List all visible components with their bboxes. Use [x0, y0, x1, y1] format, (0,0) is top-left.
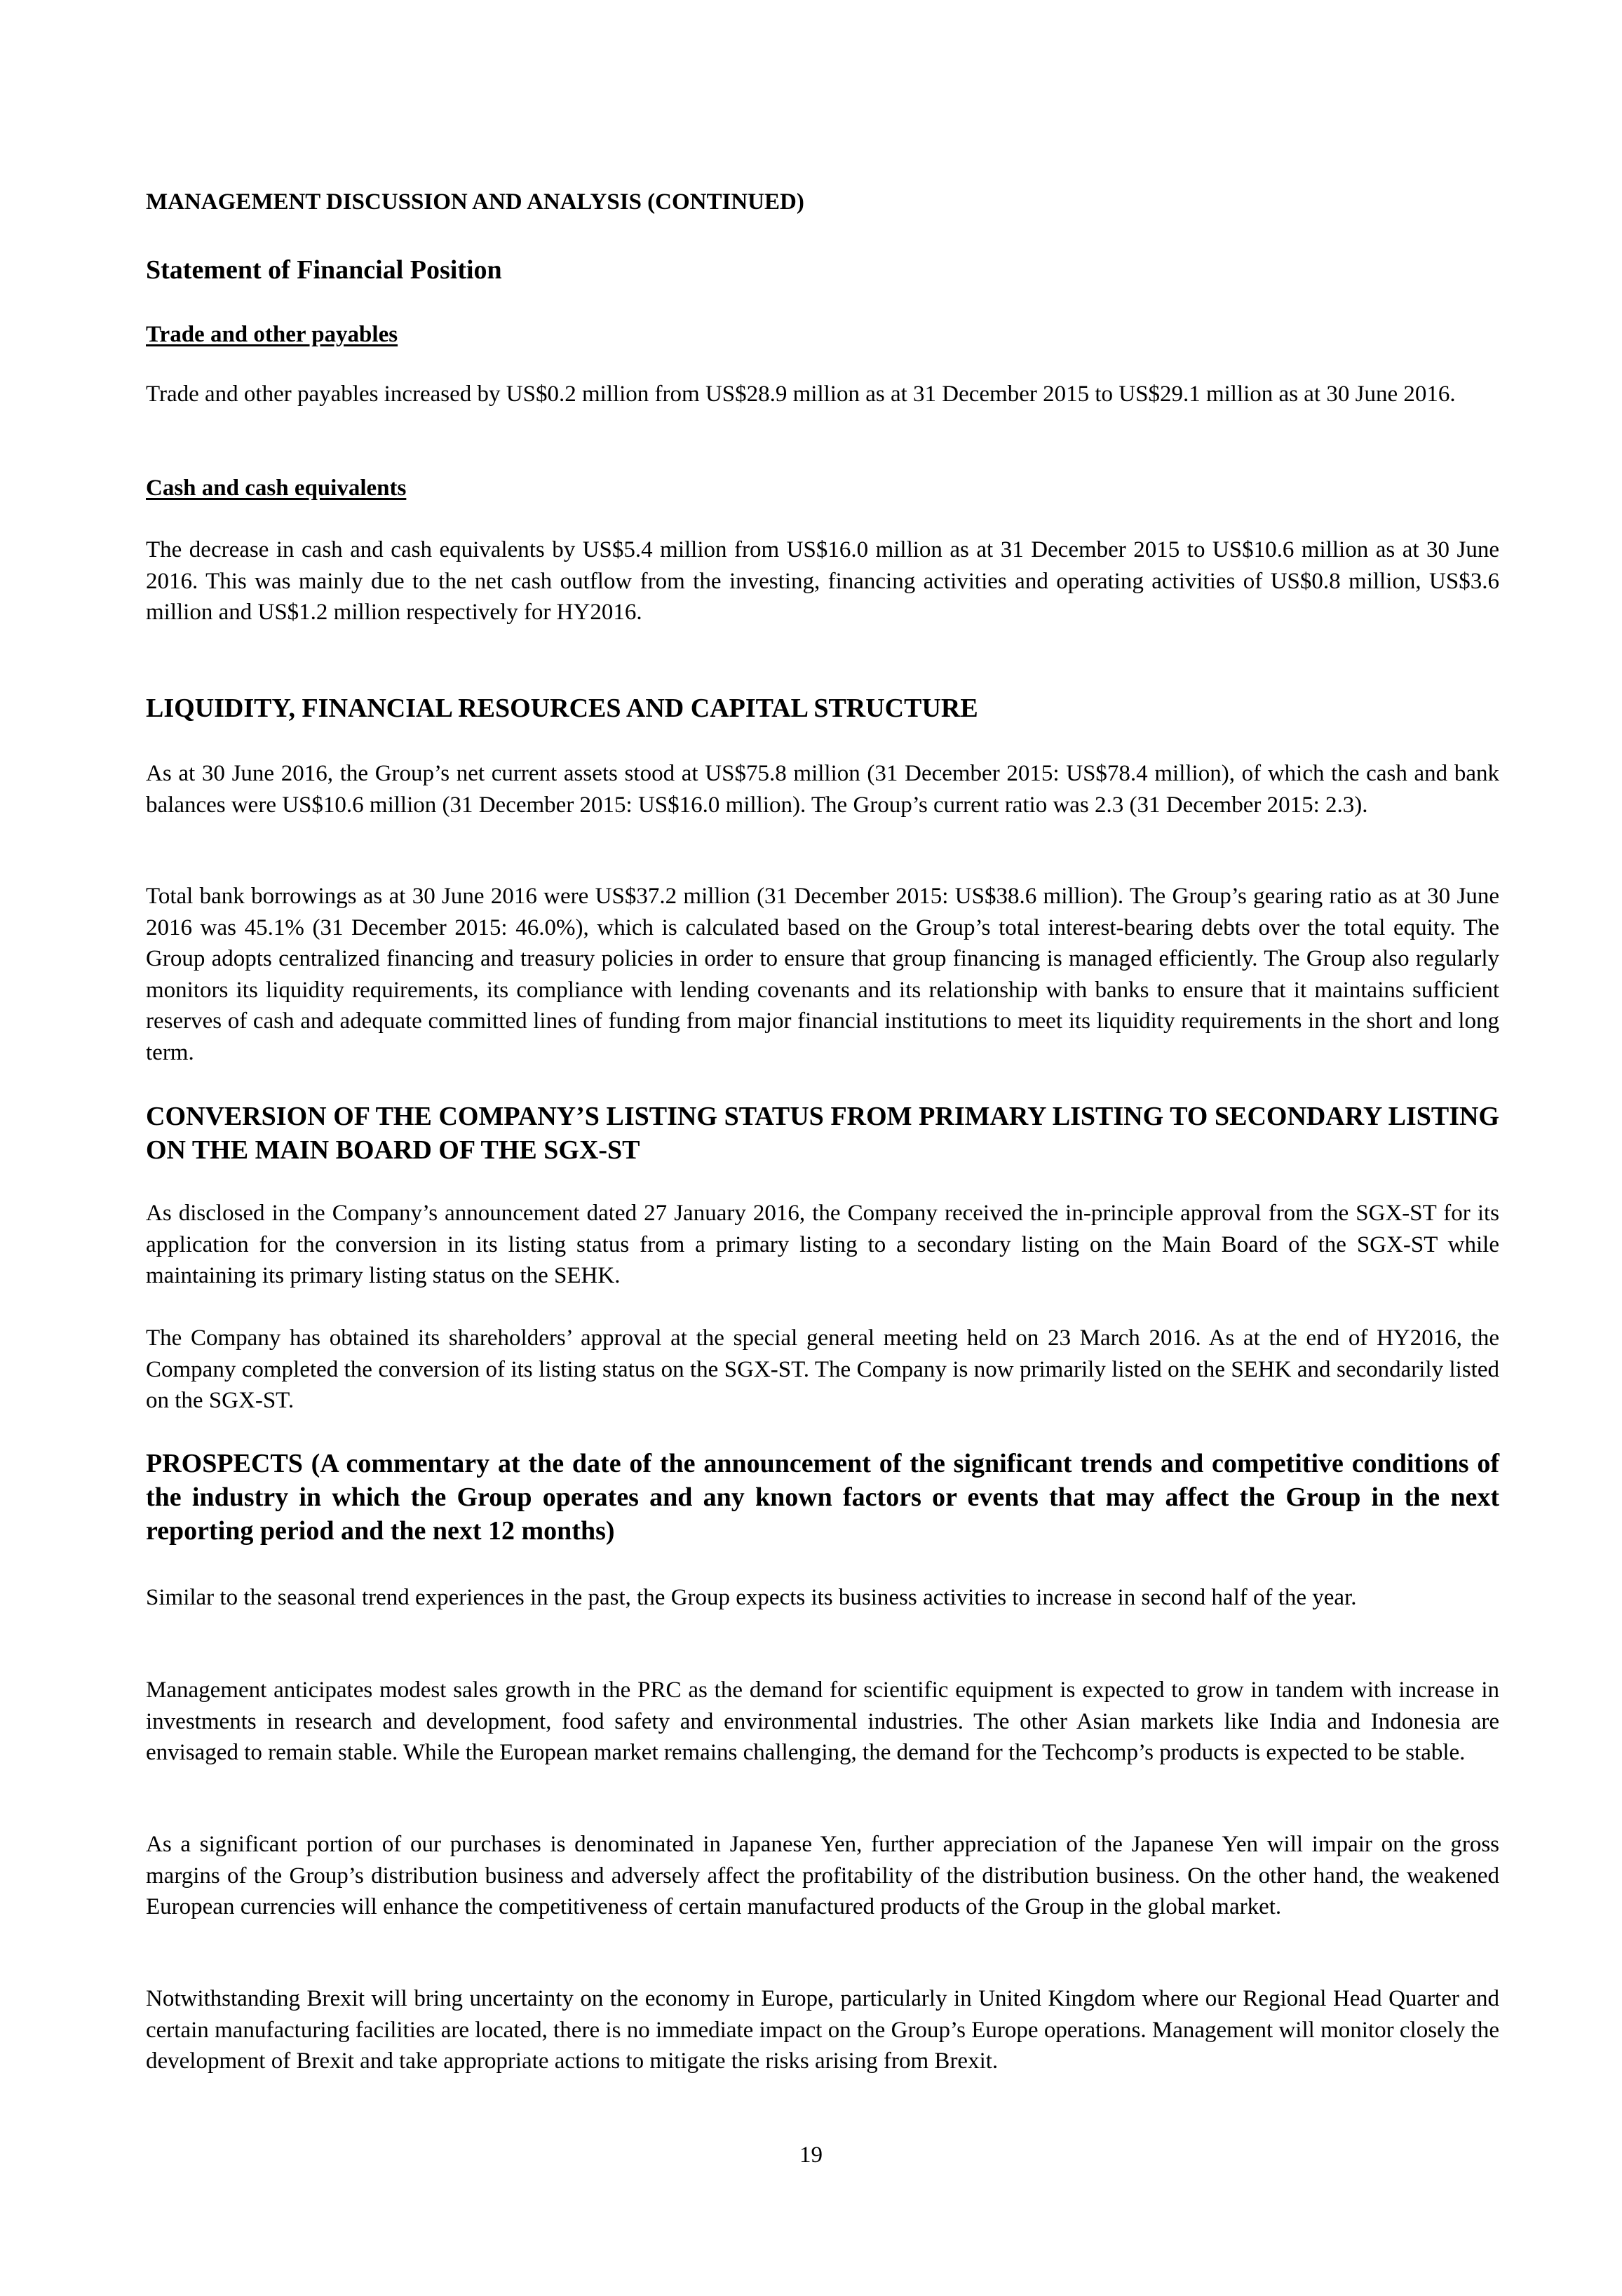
statement-heading: Statement of Financial Position: [146, 255, 502, 285]
conversion-heading: CONVERSION OF THE COMPANY’S LISTING STATUS FROM PRIMARY LISTING TO SECONDARY LISTING ON THE MAIN BOARD OF THE SGX-ST: [146, 1102, 1499, 1165]
prospects-paragraph-3: As a significant portion of our purchases is denominated in Japanese Yen, further appreciation of the Japanese Yen will impair on the gross margins of the Group’s distribution business and adversely affect the profitability of the distribution business. On the other hand, the weakened European currencies will enhance the competitiveness of certain manufactured products of the Group in the global market.: [146, 1832, 1499, 1919]
cash-label: Cash and cash equivalents: [146, 475, 407, 501]
payables-paragraph: Trade and other payables increased by US$0.2 million from US$28.9 million as at 31 December 2015 to US$29.1 million as at 30 June 2016.: [146, 381, 1456, 407]
payables-label: Trade and other payables: [146, 322, 398, 347]
prospects-paragraph-1: Similar to the seasonal trend experiences in the past, the Group expects its business activities to increase in second half of the year.: [146, 1585, 1357, 1610]
liquidity-heading: LIQUIDITY, FINANCIAL RESOURCES AND CAPITAL STRUCTURE: [146, 694, 978, 723]
liquidity-paragraph-2: Total bank borrowings as at 30 June 2016 were US$37.2 million (31 December 2015: US$38.6 million). The Group’s gearing ratio as at 30 June 2016 was 45.1% (31 December 2015: 46.0%), which is calculated based on the Group’s total interest-bearing debts over the total equity. The Group adopts centralized financing and treasury policies in order to ensure that group financing is managed efficiently. The Group also regularly monitors its liquidity requirements, its compliance with lending covenants and its relationship with banks to ensure that it maintains sufficient reserves of cash and adequate committed lines of funding from major financial institutions to meet its liquidity requirements in the short and long term.: [146, 884, 1499, 1065]
cash-paragraph: The decrease in cash and cash equivalents by US$5.4 million from US$16.0 million as at 31 December 2015 to US$10.6 million as at 30 June 2016. This was mainly due to the net cash outflow from the investing, financing activities and operating activities of US$0.8 million, US$3.6 million and US$1.2 million respectively for HY2016.: [146, 537, 1499, 625]
conversion-paragraph-1: As disclosed in the Company’s announcement dated 27 January 2016, the Company received the in-principle approval from the SGX-ST for its application for the conversion in its listing status from a primary listing to a secondary listing on the Main Board of the SGX-ST while maintaining its primary listing status on the SEHK.: [146, 1201, 1499, 1288]
liquidity-paragraph-1: As at 30 June 2016, the Group’s net current assets stood at US$75.8 million (31 December 2015: US$78.4 million), of which the cash and bank balances were US$10.6 million (31 December 2015: US$16.0 million). The Group’s current ratio was 2.3 (31 December 2015: 2.3).: [146, 761, 1499, 818]
prospects-heading: PROSPECTS (A commentary at the date of the announcement of the significant trends and competitive conditions of the industry in which the Group operates and any known factors or events that may affect the Group in the next reporting period and the next 12 months): [146, 1449, 1499, 1546]
conversion-paragraph-2: The Company has obtained its shareholders’ approval at the special general meeting held on 23 March 2016. As at the end of HY2016, the Company completed the conversion of its listing status on the SGX-ST. The Company is now primarily listed on the SEHK and secondarily listed on the SGX-ST.: [146, 1325, 1499, 1413]
page-number: 19: [799, 2142, 823, 2168]
prospects-paragraph-4: Notwithstanding Brexit will bring uncertainty on the economy in Europe, particularly in United Kingdom where our Regional Head Quarter and certain manufacturing facilities are located, there is no immediate impact on the Group’s Europe operations. Management will monitor closely the development of Brexit and take appropriate actions to mitigate the risks arising from Brexit.: [146, 1986, 1499, 2074]
prospects-paragraph-2: Management anticipates modest sales growth in the PRC as the demand for scientific equipment is expected to grow in tandem with increase in investments in research and development, food safety and environmental industries. The other Asian markets like India and Indonesia are envisaged to remain stable. While the European market remains challenging, the demand for the Techcomp’s products is expected to be stable.: [146, 1677, 1499, 1765]
running-title: MANAGEMENT DISCUSSION AND ANALYSIS (CONTINUED): [146, 189, 804, 215]
